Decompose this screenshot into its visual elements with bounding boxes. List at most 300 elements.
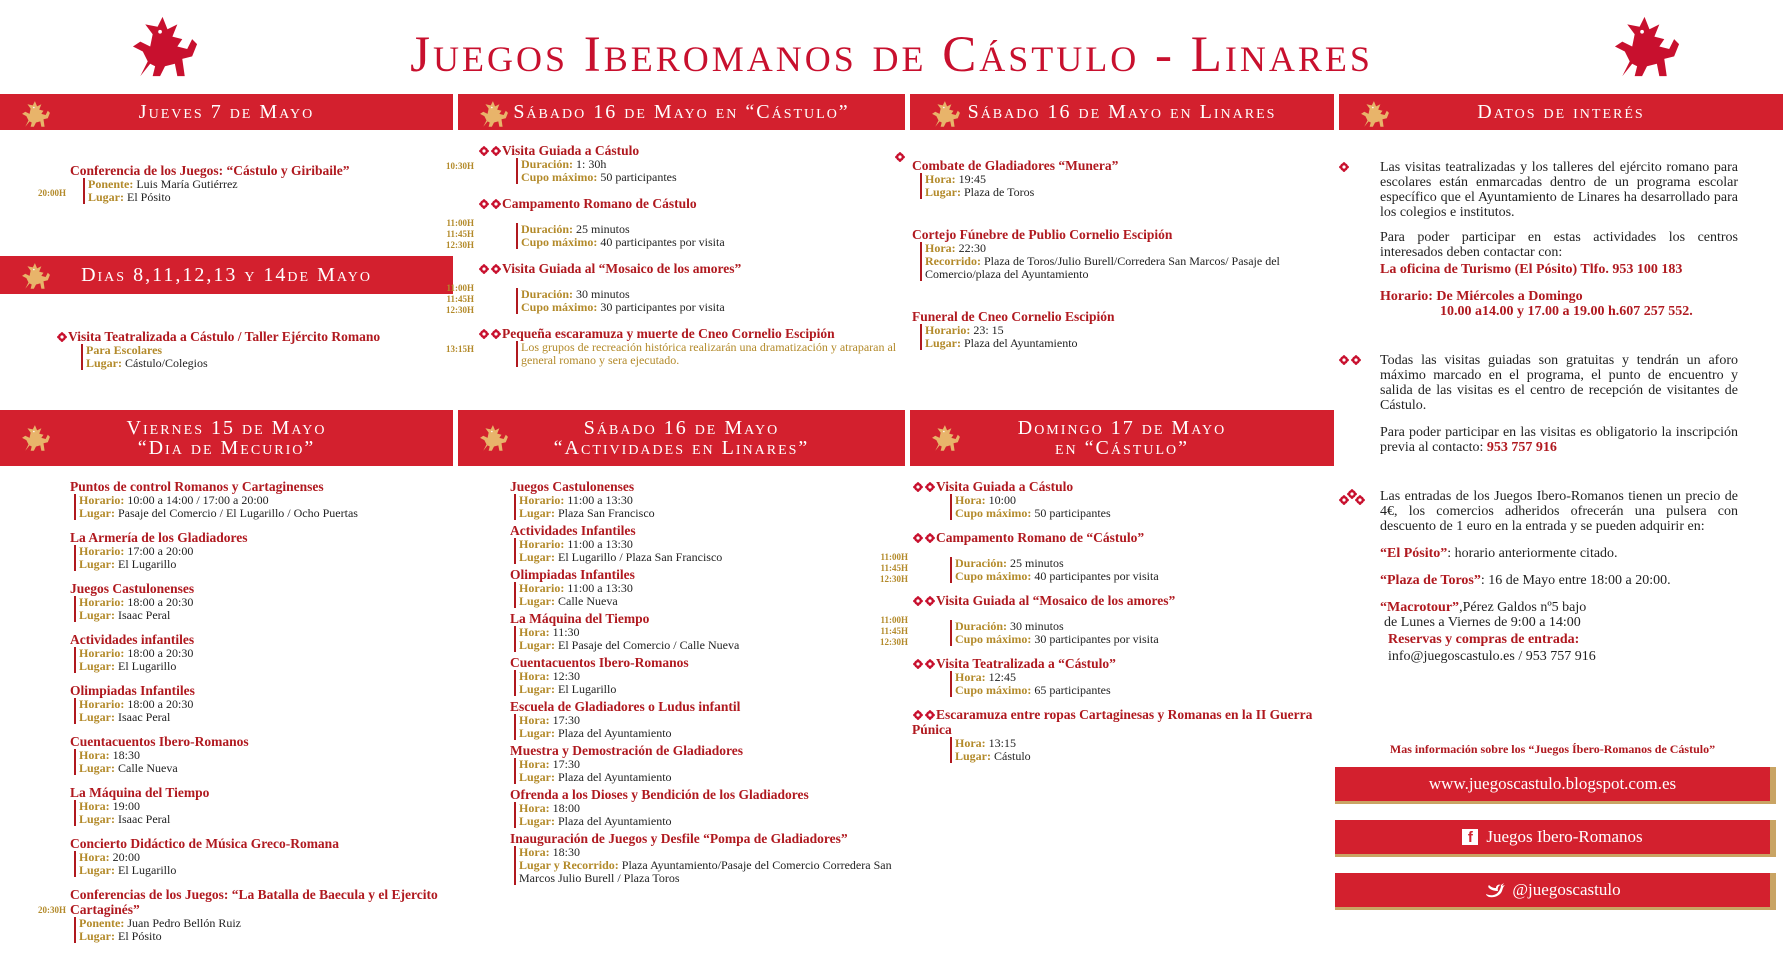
band-domingo-sublabel: en “Cástulo”	[1055, 437, 1189, 459]
detail-label: Lugar y Recorrido:	[519, 858, 619, 872]
list-item	[510, 743, 905, 784]
detail-value: 17:30	[552, 757, 580, 771]
list-item	[912, 656, 1332, 697]
detail-value: El Lugarillo	[118, 557, 177, 571]
list-item	[510, 523, 905, 564]
band-datos	[1339, 94, 1783, 130]
detail-value: Plaza Ayuntamiento/Pasaje del Comercio Corredera San Marcos Julio Burell / Plaza Toros	[519, 858, 892, 885]
event-title: Visita Guiada a Cástulo	[502, 143, 640, 158]
detail-label: Horario:	[79, 697, 125, 711]
event-title: Combate de Gladiadores “Munera”	[912, 158, 1119, 173]
detail-label: Lugar:	[79, 812, 115, 826]
detail-label: Cupo máximo:	[955, 569, 1032, 583]
detail-value: Pasaje del Comercio / El Lugarillo / Ocho Puertas	[118, 506, 358, 520]
event-details	[74, 545, 450, 571]
detail-value: 10:00	[988, 493, 1016, 507]
list-item	[912, 309, 1332, 350]
flower-icon	[478, 264, 490, 274]
detail-label: Cupo máximo:	[521, 235, 598, 249]
flower-icon	[56, 332, 68, 342]
griffin-icon	[18, 100, 54, 130]
event-details	[74, 800, 450, 826]
list-item	[510, 611, 905, 652]
event-details	[950, 557, 1332, 583]
website-link[interactable]	[1335, 767, 1776, 804]
detail-value: El Lugarillo / Plaza San Francisco	[558, 550, 723, 564]
detail-label: Hora:	[79, 748, 110, 762]
detail-value: 18:30	[112, 748, 140, 762]
event-details	[81, 344, 446, 370]
event-details	[74, 647, 450, 673]
detail-label: Hora:	[955, 736, 986, 750]
griffin-icon	[476, 100, 512, 130]
event-title: Olimpiadas Infantiles	[70, 683, 195, 698]
band-sab-actividades	[458, 410, 905, 466]
detail-value: 18:00 a 20:30	[127, 595, 194, 609]
datos-paragraph: Todas las visitas guiadas son gratuitas y tendrán un aforo máximo marcado en el programa, el punto de encuentro y salida de las visitas es el centro de recepción de visitantes de Cástulo.	[1380, 353, 1738, 413]
detail-value: 20:00	[112, 850, 140, 864]
event-details	[74, 749, 450, 775]
flower-icon	[478, 146, 490, 156]
sale-point-detail: : 16 de Mayo entre 18:00 a 20:00.	[1480, 573, 1671, 588]
detail-value: Plaza del Ayuntamiento	[558, 726, 672, 740]
event-details	[950, 737, 1332, 763]
event-details	[920, 324, 1332, 350]
detail-label: Lugar:	[519, 638, 555, 652]
event-title: Puntos de control Romanos y Cartaginenses	[70, 479, 324, 494]
band-jueves	[0, 94, 453, 130]
detail-value: 17:00 a 20:00	[127, 544, 194, 558]
list-item	[70, 785, 450, 826]
detail-label: Lugar:	[79, 863, 115, 877]
detail-value: Cástulo	[994, 749, 1031, 763]
flower-icon	[924, 596, 936, 606]
flower-icon	[1354, 495, 1366, 505]
detail-value: 50 participantes	[1034, 506, 1111, 520]
list-item	[912, 479, 1332, 520]
event-title: Muestra y Demostración de Gladiadores	[510, 743, 743, 758]
detail-value: 40 participantes por visita	[1034, 569, 1159, 583]
event-details	[950, 671, 1332, 697]
detail-label: Lugar:	[925, 336, 961, 350]
event-time: 10:30H	[446, 161, 474, 171]
list-item	[70, 683, 450, 724]
detail-value: Cástulo/Colegios	[125, 356, 208, 370]
band-domingo	[910, 410, 1334, 466]
event-title: Visita Guiada al “Mosaico de los amores”	[936, 593, 1176, 608]
mas-informacion: Mas información sobre los “Juegos Íbero-Romanos de Cástulo”	[1389, 742, 1716, 756]
event-title: Funeral de Cneo Cornelio Escipión	[912, 309, 1115, 324]
sale-point-detail: : horario anteriormente citado.	[1447, 546, 1618, 561]
event-description: Los grupos de recreación histórica realizarán una dramatización y atraparan al general romano y sera ejecutado.	[521, 340, 897, 367]
detail-label: Lugar:	[79, 506, 115, 520]
event-title-extra: / Taller Ejército Romano	[237, 329, 381, 344]
event-title: Olimpiadas Infantiles	[510, 567, 635, 582]
detail-value: Plaza de Toros	[964, 185, 1035, 199]
datos-paragraph: Para poder participar en estas actividades los centros interesados deben contactar con:	[1380, 230, 1738, 260]
flower-icon	[478, 329, 490, 339]
detail-label: Lugar:	[86, 356, 122, 370]
detail-label: Lugar:	[79, 557, 115, 571]
detail-label: Lugar:	[519, 726, 555, 740]
detail-value: 18:00	[552, 801, 580, 815]
detail-value: 17:30	[552, 713, 580, 727]
event-time: 11:00H 11:45H 12:30H	[880, 552, 908, 584]
flower-icon	[912, 659, 924, 669]
detail-label: Lugar:	[925, 185, 961, 199]
band-jueves-label: Jueves 7 de Mayo	[138, 101, 315, 123]
event-time: 20:00H	[38, 188, 66, 198]
band-sab-act-label: Sábado 16 de Mayo	[583, 417, 780, 439]
reservas-label: Reservas y compras de entrada:	[1388, 632, 1580, 647]
detail-value: El Lugarillo	[118, 863, 177, 877]
event-title: Visita Guiada al “Mosaico de los amores”	[502, 261, 742, 276]
sab-castulo-section	[446, 143, 903, 379]
reservas-contact: info@juegoscastulo.es / 953 757 916	[1388, 649, 1596, 664]
detail-label: Hora:	[519, 801, 550, 815]
event-details	[514, 582, 905, 608]
flower-icon	[912, 710, 924, 720]
griffin-icon	[928, 100, 964, 130]
list-item	[38, 163, 440, 204]
detail-value: 19:00	[112, 799, 140, 813]
griffin-icon	[1357, 100, 1393, 130]
flower-icon	[1338, 355, 1350, 365]
band-sab-linares	[910, 94, 1334, 130]
band-sab-linares-label: Sábado 16 de Mayo en Linares	[967, 101, 1277, 123]
detail-label: Lugar:	[519, 594, 555, 608]
event-details	[516, 158, 903, 184]
list-item	[70, 479, 450, 520]
detail-value: 11:30	[552, 625, 580, 639]
event-title: Conferencias de los Juegos: “La Batalla de Baecula y el Ejercito Cartaginés”	[70, 887, 438, 917]
event-details	[516, 341, 903, 367]
event-details	[514, 538, 905, 564]
detail-label: Horario:	[79, 595, 125, 609]
detail-label: Hora:	[519, 625, 550, 639]
detail-label: Duración:	[955, 556, 1007, 570]
event-title: Campamento Romano de “Cástulo”	[936, 530, 1145, 545]
viernes-section	[38, 479, 450, 953]
event-details	[74, 698, 450, 724]
list-item	[446, 261, 903, 315]
event-time: 11:00H 11:45H 12:30H	[446, 218, 474, 250]
datos-block-3	[1358, 489, 1738, 664]
detail-label: Horario:	[79, 493, 125, 507]
detail-label: Lugar:	[519, 550, 555, 564]
detail-label: Horario:	[519, 537, 565, 551]
detail-value: Plaza del Ayuntamiento	[558, 814, 672, 828]
event-title: Concierto Didáctico de Música Greco-Romana	[70, 836, 339, 851]
event-title: La Máquina del Tiempo	[70, 785, 210, 800]
detail-value: 10:00 a 14:00 / 17:00 a 20:00	[127, 493, 269, 507]
facebook-link[interactable]	[1335, 820, 1776, 857]
flower-icon	[490, 264, 502, 274]
event-title: Juegos Castulonenses	[510, 479, 635, 494]
detail-value: 12:30	[552, 669, 580, 683]
event-title: Visita Teatralizada a “Cástulo”	[936, 656, 1116, 671]
event-details	[74, 494, 450, 520]
horario-value: 10.00 a14.00 y 17.00 a 19.00 h.607 257 552.	[1440, 304, 1693, 319]
detail-label: Cupo máximo:	[955, 683, 1032, 697]
detail-label: Horario:	[519, 581, 565, 595]
flower-icon	[490, 146, 502, 156]
datos-block-1	[1358, 160, 1738, 319]
list-item	[510, 655, 905, 696]
list-item	[70, 734, 450, 775]
list-item	[446, 196, 903, 250]
detail-label: Hora:	[955, 670, 986, 684]
detail-label: Recorrido:	[925, 254, 981, 268]
datos-block-2	[1358, 353, 1738, 455]
band-domingo-label: Domingo 17 de Mayo	[1017, 417, 1227, 439]
flower-icon	[490, 199, 502, 209]
detail-label: Hora:	[519, 713, 550, 727]
detail-label: Duración:	[521, 157, 573, 171]
event-title: Juegos Castulonenses	[70, 581, 195, 596]
event-title: Visita Teatralizada a Cástulo	[68, 329, 235, 344]
band-sab-castulo	[458, 94, 905, 130]
detail-label: Lugar:	[955, 749, 991, 763]
griffin-icon	[476, 424, 512, 454]
event-details	[514, 714, 905, 740]
detail-label: Hora:	[519, 669, 550, 683]
detail-label: Lugar:	[79, 608, 115, 622]
detail-value: Plaza de Toros/Julio Burell/Corredera San Marcos/ Pasaje del Comercio/plaza del Ayuntamiento	[925, 254, 1280, 281]
event-title: La Máquina del Tiempo	[510, 611, 650, 626]
flower-icon	[912, 533, 924, 543]
list-item	[510, 567, 905, 608]
event-details	[83, 178, 440, 204]
detail-value: 50 participantes	[600, 170, 677, 184]
twitter-link[interactable]	[1335, 873, 1776, 910]
detail-value: 30 minutos	[576, 287, 630, 301]
list-item	[912, 227, 1332, 281]
sale-point: “El Pósito”	[1380, 546, 1448, 561]
horario-label: Horario: De Miércoles a Domingo	[1380, 289, 1583, 304]
detail-value: 1: 30h	[576, 157, 607, 171]
event-title: Escaramuza entre ropas Cartaginesas y Romanas en la II Guerra Púnica	[912, 707, 1313, 737]
detail-label: Lugar:	[519, 682, 555, 696]
event-title: Inauguración de Juegos y Desfile “Pompa de Gladiadores”	[510, 831, 848, 846]
facebook-icon: f	[1462, 829, 1478, 845]
flower-icon	[1338, 162, 1350, 172]
band-dias-label: Dias 8,11,12,13 y 14de Mayo	[81, 264, 372, 286]
detail-value: Plaza del Ayuntamiento	[964, 336, 1078, 350]
detail-value: 11:00 a 13:30	[567, 581, 633, 595]
detail-value: Isaac Peral	[118, 608, 171, 622]
sale-point-hours: de Lunes a Viernes de 9:00 a 14:00	[1384, 615, 1581, 630]
detail-value: Plaza del Ayuntamiento	[558, 770, 672, 784]
flower-icon	[924, 710, 936, 720]
datos-paragraph: Las entradas de los Juegos Ibero-Romanos tienen un precio de 4€, los comercios adheridos ofrecerán una pulsera con descuento de 1 euro en la entrada y se pueden adquirir en:	[1380, 489, 1738, 534]
detail-value: 65 participantes	[1034, 683, 1111, 697]
flower-icon	[924, 482, 936, 492]
detail-label: Cupo máximo:	[521, 170, 598, 184]
detail-value: Calle Nueva	[558, 594, 618, 608]
datos-paragraph: Las visitas teatralizadas y los talleres del ejército romano para escolares están enmarcadas dentro de un programa escolar específico que el Ayuntamiento de Linares ha desarrollado para los colegios e institutos.	[1380, 160, 1738, 220]
detail-label: Hora:	[519, 757, 550, 771]
detail-label: Lugar:	[519, 770, 555, 784]
list-item	[912, 158, 1332, 199]
detail-label: Lugar:	[79, 659, 115, 673]
detail-value: El Pósito	[118, 929, 162, 943]
detail-value: 19:45	[958, 172, 986, 186]
detail-label: Ponente:	[88, 177, 134, 191]
detail-label: Horario:	[519, 493, 565, 507]
detail-label: Hora:	[79, 799, 110, 813]
event-title: La Armería de los Gladiadores	[70, 530, 248, 545]
detail-label: Ponente:	[79, 916, 125, 930]
griffin-icon	[18, 262, 54, 292]
detail-label: Cupo máximo:	[521, 300, 598, 314]
detail-value: El Pósito	[127, 190, 171, 204]
detail-value: 18:30	[552, 845, 580, 859]
detail-label: Lugar:	[79, 710, 115, 724]
event-details	[74, 917, 450, 943]
detail-label: Horario:	[79, 544, 125, 558]
page-title: Juegos Iberomanos de Cástulo - Linares	[410, 27, 1373, 83]
sab-act-section	[510, 479, 905, 888]
detail-label: Lugar:	[79, 761, 115, 775]
detail-label: Duración:	[521, 287, 573, 301]
flower-icon	[912, 482, 924, 492]
list-item	[446, 143, 903, 184]
list-item	[446, 326, 903, 367]
event-details	[514, 626, 905, 652]
detail-value: 13:15	[988, 736, 1016, 750]
event-details	[514, 670, 905, 696]
detail-value: Plaza San Francisco	[558, 506, 655, 520]
detail-value: Isaac Peral	[118, 710, 171, 724]
band-dias	[0, 256, 453, 294]
event-title: Actividades infantiles	[70, 632, 195, 647]
detail-label: Lugar:	[88, 190, 124, 204]
detail-label: Cupo máximo:	[955, 506, 1032, 520]
flower-icon	[924, 659, 936, 669]
detail-label: Hora:	[955, 493, 986, 507]
detail-value: Juan Pedro Bellón Ruiz	[127, 916, 241, 930]
band-sab-act-sublabel: “Actividades en Linares”	[553, 437, 810, 459]
list-item	[70, 530, 450, 571]
event-title: Cuentacuentos Ibero-Romanos	[70, 734, 249, 749]
event-details	[950, 494, 1332, 520]
list-item	[880, 593, 1332, 647]
band-viernes	[0, 410, 453, 466]
event-time: 11:00H 11:45H 12:30H	[446, 283, 474, 315]
detail-value: 30 minutos	[1010, 619, 1064, 633]
website-link-label: www.juegoscastulo.blogspot.com.es	[1428, 774, 1677, 793]
event-details	[920, 242, 1332, 281]
detail-label: Hora:	[79, 850, 110, 864]
detail-label: Cupo máximo:	[955, 632, 1032, 646]
detail-value: El Lugarillo	[118, 659, 177, 673]
jueves-section	[38, 163, 440, 214]
flower-icon	[490, 329, 502, 339]
list-item	[510, 787, 905, 828]
event-details	[514, 846, 905, 885]
list-item	[880, 530, 1332, 584]
flower-icon	[924, 533, 936, 543]
detail-value: Calle Nueva	[118, 761, 178, 775]
list-item	[70, 581, 450, 622]
event-details	[514, 758, 905, 784]
event-details	[514, 802, 905, 828]
detail-value: El Lugarillo	[558, 682, 617, 696]
flower-icon	[1350, 355, 1362, 365]
list-item	[56, 329, 446, 370]
detail-label: Hora:	[519, 845, 550, 859]
detail-value: 22:30	[958, 241, 986, 255]
detail-value: 30 participantes por visita	[600, 300, 725, 314]
event-details	[516, 288, 903, 314]
event-title: Cortejo Fúnebre de Publio Cornelio Escipión	[912, 227, 1173, 242]
event-details	[920, 173, 1332, 199]
list-item	[912, 707, 1332, 763]
detail-label: Horario:	[79, 646, 125, 660]
datos-paragraph: Para poder participar en las visitas es obligatorio la inscripción previa al contacto:	[1380, 425, 1738, 455]
detail-value: 18:00 a 20:30	[127, 697, 194, 711]
event-title: Ofrenda a los Dioses y Bendición de los Gladiadores	[510, 787, 809, 802]
event-details	[74, 851, 450, 877]
event-title: Conferencia de los Juegos: “Cástulo y Giribaile”	[70, 163, 350, 178]
list-item	[70, 836, 450, 877]
detail-value: 11:00 a 13:30	[567, 537, 633, 551]
twitter-link-label: @juegoscastulo	[1512, 880, 1621, 899]
detail-value: 30 participantes por visita	[1034, 632, 1159, 646]
detail-value: 25 minutos	[1010, 556, 1064, 570]
detail-value: 11:00 a 13:30	[567, 493, 633, 507]
dias-section	[56, 329, 446, 380]
sale-point-detail: ,Pérez Galdos nº5 bajo	[1459, 600, 1587, 615]
detail-value: Luis María Gutiérrez	[136, 177, 238, 191]
sale-point: “Macrotour”	[1380, 600, 1460, 615]
event-details	[950, 620, 1332, 646]
event-title: Pequeña escaramuza y muerte de Cneo Cornelio Escipión	[502, 326, 835, 341]
list-item	[70, 632, 450, 673]
band-sab-castulo-label: Sábado 16 de Mayo en “Cástulo”	[513, 101, 850, 123]
griffin-icon	[18, 424, 54, 454]
detail-label: Horario:	[925, 323, 971, 337]
event-title: Escuela de Gladiadores o Ludus infantil	[510, 699, 741, 714]
detail-value: 23: 15	[973, 323, 1004, 337]
list-item	[38, 887, 450, 943]
event-title: Visita Guiada a Cástulo	[936, 479, 1074, 494]
detail-label: Lugar:	[79, 929, 115, 943]
detail-label: Hora:	[925, 241, 956, 255]
list-item	[510, 479, 905, 520]
detail-label: Lugar:	[519, 506, 555, 520]
sab-linares-section	[912, 158, 1332, 378]
flower-icon	[894, 152, 906, 162]
detail-label: Lugar:	[519, 814, 555, 828]
griffin-icon	[928, 424, 964, 454]
detail-label: Para Escolares	[86, 343, 163, 357]
list-item	[510, 699, 905, 740]
datos-section	[1358, 160, 1738, 664]
event-title: Actividades Infantiles	[510, 523, 636, 538]
detail-label: Hora:	[925, 172, 956, 186]
event-details	[516, 223, 903, 249]
event-time: 13:15H	[446, 344, 474, 354]
detail-label: Duración:	[955, 619, 1007, 633]
detail-value: 12:45	[988, 670, 1016, 684]
domingo-section	[880, 479, 1332, 773]
detail-value: El Pasaje del Comercio / Calle Nueva	[558, 638, 740, 652]
contact-phone: 953 757 916	[1486, 440, 1557, 455]
event-time: 11:00H 11:45H 12:30H	[880, 615, 908, 647]
flower-icon	[912, 596, 924, 606]
